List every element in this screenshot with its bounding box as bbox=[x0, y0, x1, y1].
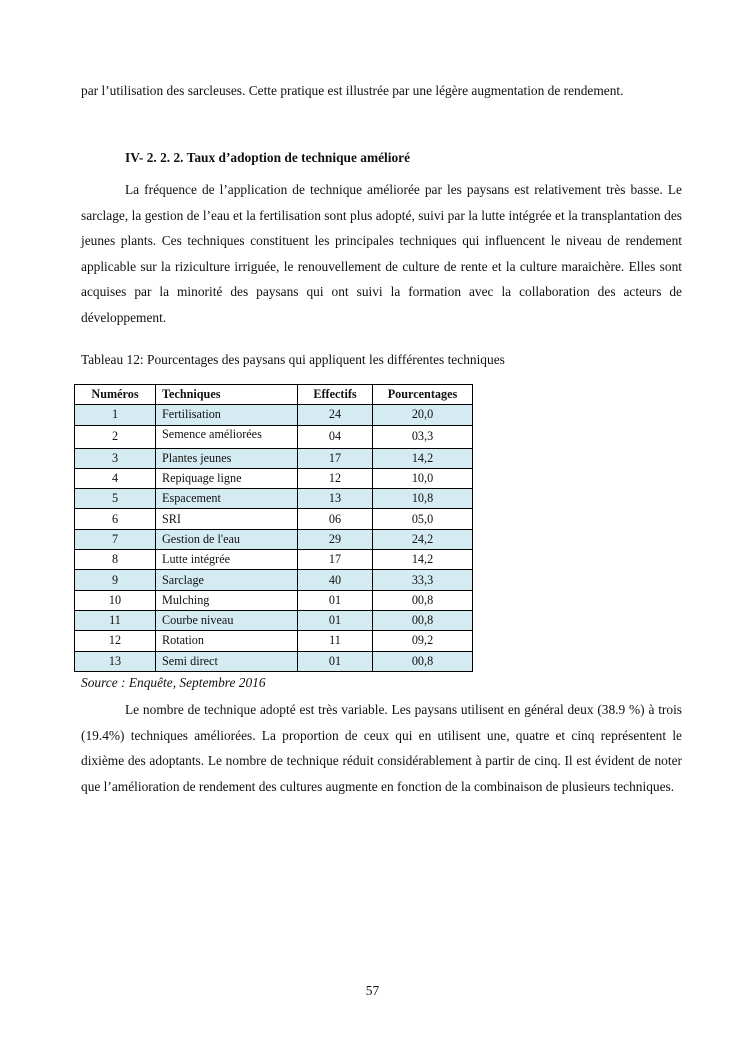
cell-number: 11 bbox=[75, 610, 156, 630]
cell-number: 13 bbox=[75, 651, 156, 671]
cell-percent: 24,2 bbox=[373, 529, 473, 549]
header-number: Numéros bbox=[75, 385, 156, 405]
cell-number: 12 bbox=[75, 631, 156, 651]
cell-technique: Plantes jeunes bbox=[156, 448, 298, 468]
cell-percent: 09,2 bbox=[373, 631, 473, 651]
cell-technique: Courbe niveau bbox=[156, 610, 298, 630]
cell-count: 11 bbox=[298, 631, 373, 651]
table-row bbox=[75, 631, 473, 651]
cell-count: 01 bbox=[298, 610, 373, 630]
cell-count: 13 bbox=[298, 489, 373, 509]
cell-count: 40 bbox=[298, 570, 373, 590]
cell-count: 17 bbox=[298, 550, 373, 570]
header-percent: Pourcentages bbox=[373, 385, 473, 405]
table-row bbox=[75, 590, 473, 610]
cell-count: 06 bbox=[298, 509, 373, 529]
cell-technique: Semence améliorées bbox=[156, 425, 298, 448]
cell-percent: 05,0 bbox=[373, 509, 473, 529]
table-row bbox=[75, 405, 473, 425]
cell-technique: Gestion de l'eau bbox=[156, 529, 298, 549]
page-number: 57 bbox=[365, 983, 380, 998]
cell-technique: Lutte intégrée bbox=[156, 550, 298, 570]
cell-percent: 00,8 bbox=[373, 610, 473, 630]
cell-percent: 00,8 bbox=[373, 590, 473, 610]
table-row bbox=[75, 425, 473, 448]
cell-technique: Rotation bbox=[156, 631, 298, 651]
cell-count: 17 bbox=[298, 448, 373, 468]
cell-number: 6 bbox=[75, 509, 156, 529]
table-source-note: Source : Enquête, Septembre 2016 bbox=[81, 675, 266, 690]
cell-count: 04 bbox=[298, 425, 373, 448]
cell-percent: 14,2 bbox=[373, 550, 473, 570]
table-row bbox=[75, 570, 473, 590]
cell-percent: 10,8 bbox=[373, 489, 473, 509]
cell-percent: 33,3 bbox=[373, 570, 473, 590]
cell-number: 8 bbox=[75, 550, 156, 570]
cell-technique: Sarclage bbox=[156, 570, 298, 590]
cell-count: 24 bbox=[298, 405, 373, 425]
cell-count: 29 bbox=[298, 529, 373, 549]
header-technique: Techniques bbox=[156, 385, 298, 405]
table-row bbox=[75, 489, 473, 509]
cell-technique: Semi direct bbox=[156, 651, 298, 671]
cell-technique: Repiquage ligne bbox=[156, 468, 298, 488]
table-row bbox=[75, 610, 473, 630]
cell-percent: 00,8 bbox=[373, 651, 473, 671]
table-row bbox=[75, 468, 473, 488]
table-row bbox=[75, 509, 473, 529]
intro-continuation-paragraph: par l’utilisation des sarcleuses. Cette pratique est illustrée par une légère augmentation de rendement. bbox=[81, 83, 624, 98]
table-row bbox=[75, 529, 473, 549]
cell-percent: 03,3 bbox=[373, 425, 473, 448]
table-row bbox=[75, 651, 473, 671]
cell-percent: 14,2 bbox=[373, 448, 473, 468]
table-row bbox=[75, 448, 473, 468]
cell-number: 3 bbox=[75, 448, 156, 468]
adoption-frequency-paragraph: La fréquence de l’application de technique améliorée par les paysans est relativement très basse. Le sarclage, la gestion de l’eau et la fertilisation sont plus adopté, suivi par la lutte intégrée et la transplantation des jeunes plants. Ces techniques constituent les principales techniques qui influencent le niveau de rendement applicable sur la riziculture irriguée, le renouvellement de culture de rente et la culture maraichère. Elles sont acquises par la minorité des paysans qui ont suivi la formation avec la collaboration des acteurs de développement. bbox=[81, 182, 682, 325]
cell-technique: Fertilisation bbox=[156, 405, 298, 425]
cell-number: 4 bbox=[75, 468, 156, 488]
cell-number: 10 bbox=[75, 590, 156, 610]
cell-number: 1 bbox=[75, 405, 156, 425]
techniques-table bbox=[74, 384, 473, 672]
cell-count: 12 bbox=[298, 468, 373, 488]
cell-technique: SRI bbox=[156, 509, 298, 529]
cell-count: 01 bbox=[298, 590, 373, 610]
cell-number: 9 bbox=[75, 570, 156, 590]
section-heading: IV- 2. 2. 2. Taux d’adoption de technique amélioré bbox=[125, 150, 411, 165]
table-row bbox=[75, 550, 473, 570]
cell-percent: 20,0 bbox=[373, 405, 473, 425]
cell-number: 7 bbox=[75, 529, 156, 549]
header-count: Effectifs bbox=[298, 385, 373, 405]
cell-number: 5 bbox=[75, 489, 156, 509]
table-header-row bbox=[75, 385, 473, 405]
cell-technique: Mulching bbox=[156, 590, 298, 610]
cell-technique: Espacement bbox=[156, 489, 298, 509]
table-caption: Tableau 12: Pourcentages des paysans qui appliquent les différentes techniques bbox=[81, 352, 505, 367]
cell-number: 2 bbox=[75, 425, 156, 448]
cell-percent: 10,0 bbox=[373, 468, 473, 488]
technique-count-paragraph: Le nombre de technique adopté est très variable. Les paysans utilisent en général deux (38.9 %) à trois (19.4%) techniques améliorées. La proportion de ceux qui en utilisent une, quatre et cinq représentent le dixième des adoptants. Le nombre de technique réduit considérablement à partir de cinq. Il est évident de noter que l’amélioration de rendement des cultures augmente en fonction de la combinaison de plusieurs techniques. bbox=[81, 702, 682, 794]
cell-count: 01 bbox=[298, 651, 373, 671]
